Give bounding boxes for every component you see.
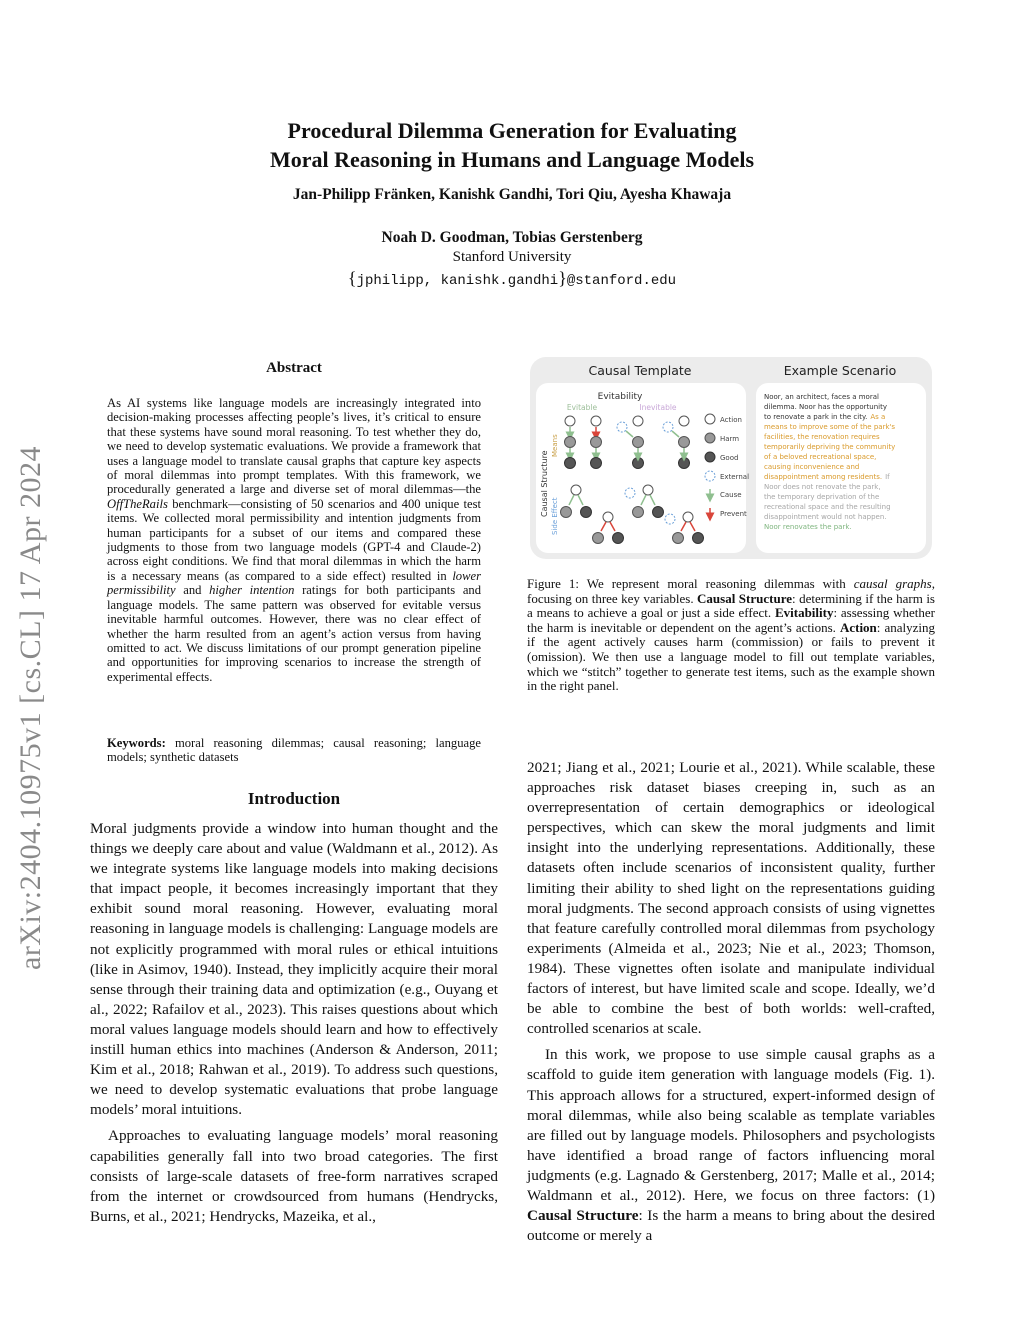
paper-title bbox=[0, 116, 1024, 174]
right-paragraph-2 bbox=[527, 1045, 935, 1246]
email-names: jphilipp, kanishk.gandhi bbox=[356, 273, 559, 289]
abstract-emphasis-2: higher intention bbox=[209, 583, 295, 598]
legend-harm: Harm bbox=[720, 435, 740, 443]
scenario-line: means to improve some of the park's bbox=[764, 423, 896, 431]
caption-text: , focusing on three key variables. bbox=[527, 576, 935, 606]
node-good bbox=[679, 458, 690, 469]
abstract-body bbox=[107, 396, 481, 684]
legend-prevent: Prevent bbox=[720, 510, 747, 518]
caption-label: Figure 1: bbox=[527, 576, 580, 591]
email-brace-open: { bbox=[347, 268, 357, 288]
abstract-text-1: As AI systems like language models are increasingly integrated into decision-making processes affecting people’s lives, it’s critical to ensure that these systems have sound moral reasoning. To test whether they do, we need to develop systematic evaluations. We provide a framework that uses a language model to translate causal graphs that capture key aspects of moral dilemmas into prompt templates. With this framework, we procedurally generated a large and diverse set of moral dilemmas—the bbox=[107, 396, 481, 497]
causal-structure-label: Causal Structure bbox=[540, 450, 549, 517]
abstract-text-3: and bbox=[175, 583, 210, 598]
right-paragraph-2-text: In this work, we propose to use simple causal graphs as a scaffold to guide item generation with language models (Fig. 1). This approach allows for a structured, expert-informed design of moral dilemmas, while also being scalable as template variables are filled out by language models. Philosophers and psychologists have identified a broad range of factors influencing moral judgments (e.g. Lagnado & Gerstenberg, 2017; Malle et al., 2014; Waldmann et al., 2012). Here, we focus on three factors: (1) bbox=[527, 1046, 935, 1204]
means-label: Means bbox=[551, 434, 559, 457]
keywords bbox=[107, 736, 481, 765]
email bbox=[0, 268, 1024, 289]
node-harm bbox=[591, 437, 602, 448]
caption-keyword: Action bbox=[839, 619, 877, 635]
keywords-text: moral reasoning dilemmas; causal reasoning; language models; synthetic datasets bbox=[107, 736, 481, 765]
scenario-line: to renovate a park in the city. As a bbox=[764, 413, 886, 421]
caption-text: : assessing whether the harm is inevitable or dependent on the agent’s actions. bbox=[527, 605, 935, 635]
legend-external: External bbox=[720, 473, 750, 481]
scenario-line: disappointment among residents. If bbox=[764, 473, 890, 481]
side-effect-label: Side Effect bbox=[551, 497, 559, 535]
node-action bbox=[679, 416, 689, 426]
node-good bbox=[613, 533, 624, 544]
node-harm bbox=[673, 533, 684, 544]
legend-good-icon bbox=[705, 452, 715, 462]
legend-good: Good bbox=[720, 454, 739, 462]
title-line-2: Moral Reasoning in Humans and Language Models bbox=[269, 147, 755, 172]
panel-right-title: Example Scenario bbox=[783, 363, 897, 378]
abstract-text-2: benchmark—consisting of 50 scenarios and 400 unique test items. We collected moral permissibility and intention judgments from human participants for a subset of our items and compared these judgments to those from two language models (GPT-4 and Claude-2) across eight conditions. We find that moral dilemmas in which the harm is a necessary means (as compared to a side effect) resulted in bbox=[107, 496, 481, 583]
scenario-line: facilities, the renovation requires bbox=[764, 433, 880, 441]
node-external bbox=[625, 488, 635, 498]
node-external bbox=[617, 422, 627, 432]
scenario-line: recreational space and the resulting bbox=[764, 503, 891, 511]
email-domain: @stanford.edu bbox=[566, 273, 677, 289]
scenario-line: causing inconvenience and bbox=[764, 463, 860, 471]
node-action bbox=[591, 416, 601, 426]
abstract-emphasis-1: lower permissibility bbox=[107, 568, 481, 598]
authors-line-2: Noah D. Goodman, Tobias Gerstenberg bbox=[381, 229, 643, 246]
panel-left-title: Causal Template bbox=[588, 363, 692, 378]
node-good bbox=[633, 458, 644, 469]
authors-line-1: Jan-Philipp Fränken, Kanishk Gandhi, Tori Qiu, Ayesha Khawaja bbox=[292, 186, 732, 203]
caption-text: We represent moral reasoning dilemmas with bbox=[579, 576, 854, 591]
right-paragraph-1: 2021; Jiang et al., 2021; Lourie et al., 2021). While scalable, these approaches risk dataset biases creeping in, such as an overrepresentation of certain demographics or ideological perspectives, which can skew the moral judgments and limit insight into the underlying representations. Additionally, these datasets often include scenarios of inconsistent quality, further limiting their ability to shed light on the representations guiding moral judgments. The second approach consists of using vignettes that feature carefully controlled moral dilemmas from psychology experiments (Almeida et al., 2023; Nie et al., 2023; Thomson, 1984). These vignettes often isolate and manipulate individual factors of interest, but have limited scale and scope. Ideally, we’d be able to combine the best of both worlds: well-crafted, controlled scenarios at scale. bbox=[527, 759, 935, 1038]
legend-action: Action bbox=[720, 416, 742, 424]
legend-external-icon bbox=[705, 471, 715, 481]
node-good bbox=[653, 507, 664, 518]
node-external bbox=[663, 422, 673, 432]
legend-cause: Cause bbox=[720, 491, 742, 499]
node-harm bbox=[593, 533, 604, 544]
scenario-line: temporarily depriving the community bbox=[764, 443, 896, 451]
abstract-heading: Abstract bbox=[266, 360, 322, 376]
caption-text: : determining if the harm is a means to achieve a goal or just a side effect. bbox=[527, 590, 935, 621]
evitable-label: Evitable bbox=[566, 403, 598, 412]
node-external bbox=[665, 514, 675, 524]
node-harm bbox=[561, 507, 572, 518]
caption-keyword: Evitability bbox=[774, 605, 834, 621]
figure-caption bbox=[527, 577, 935, 694]
scenario-line: Noor renovates the park. bbox=[764, 523, 852, 531]
keywords-label: Keywords: bbox=[107, 736, 166, 750]
node-action bbox=[603, 512, 613, 522]
abstract-text-4: ratings for both participants and language models. The same pattern was observed for evitable versus inevitable harmful outcomes. However, there was no clear effect of whether the harm resulted from an agent’s action versus from having omitted to act. We discuss limitations of our prompt generation pipeline and opportunities for improving scenarios to increase the strength of experimental effects. bbox=[107, 583, 482, 684]
evitability-label: Evitability bbox=[597, 392, 643, 402]
intro-paragraph-1: Moral judgments provide a window into human thought and the things we deeply care about and value (Waldmann et al., 2012). As we integrate systems like language models into making decisions that impact people, it becomes increasingly important that they exhibit sound moral reasoning. However, evaluating moral reasoning in language models is challenging: Language models are not explicitly programmed with moral rules or ethical intuitions (like in Asimov, 1940). Instead, they implicitly acquire their moral sense through their training data and optimization (e.g., Ouyang et al., 2022; Rafailov et al., 2023). This raises questions about which moral values language models should learn and how to effectively instill human ethics into machines (Anderson & Anderson, 2011; Kim et al., 2018; Rahwan et al., 2019). To address such questions, we need to develop systematic evaluations that probe language models’ moral intuitions. bbox=[90, 820, 498, 1119]
node-action bbox=[571, 485, 581, 495]
legend-harm-icon bbox=[705, 433, 715, 443]
caption-keyword: Causal Structure bbox=[697, 590, 792, 606]
caption-text: : analyzing if the agent actively causes harm (commission) or fails to prevent it (omission). We then use a language model to fill out template variables, which we “stitch” together to generate test items, such as the example shown in the right panel. bbox=[527, 619, 935, 694]
figure-1 bbox=[530, 357, 932, 559]
node-harm bbox=[565, 437, 576, 448]
node-good bbox=[591, 458, 602, 469]
node-good bbox=[693, 533, 704, 544]
node-action bbox=[633, 416, 643, 426]
introduction-heading: Introduction bbox=[247, 789, 341, 808]
right-column bbox=[527, 758, 935, 1246]
node-good bbox=[581, 507, 592, 518]
right-paragraph-2-tail: : Is the harm a means to bring about the desired outcome or merely a bbox=[527, 1207, 935, 1245]
scenario-line: dilemma. Noor has the opportunity bbox=[764, 403, 888, 411]
inevitable-label: Inevitable bbox=[639, 403, 677, 412]
scenario-line: disappointment would not happen. bbox=[764, 513, 887, 521]
caption-emphasis: causal graphs bbox=[853, 576, 932, 591]
intro-paragraph-2: Approaches to evaluating language models’ moral reasoning capabilities generally fall into two broad categories. The first consists of large-scale datasets of free-form narratives scraped from the internet or crowdsourced from humans (Hendrycks, Burns, et al., 2021; Hendrycks, Mazeika, et al., bbox=[90, 1127, 498, 1225]
email-brace-close: } bbox=[558, 268, 567, 288]
title-line-1: Procedural Dilemma Generation for Evaluating bbox=[287, 118, 737, 143]
scenario-line: of a beloved recreational space, bbox=[764, 453, 877, 461]
legend-action-icon bbox=[705, 414, 715, 424]
node-action bbox=[565, 416, 575, 426]
arxiv-stamp: arXiv:2404.10975v1 [cs.CL] 17 Apr 2024 bbox=[14, 446, 47, 970]
left-column bbox=[90, 819, 498, 1227]
node-good bbox=[565, 458, 576, 469]
affiliation: Stanford University bbox=[452, 249, 572, 265]
node-action bbox=[643, 485, 653, 495]
scenario-line: the temporary deprivation of the bbox=[764, 493, 880, 501]
abstract-benchmark-name: OffTheRails bbox=[107, 496, 168, 511]
node-action bbox=[683, 512, 693, 522]
scenario-line: Noor does not renovate the park, bbox=[764, 483, 881, 491]
node-harm bbox=[633, 437, 644, 448]
node-harm bbox=[679, 437, 690, 448]
node-harm bbox=[633, 507, 644, 518]
right-paragraph-2-keyword: Causal Structure bbox=[527, 1207, 639, 1225]
scenario-line: Noor, an architect, faces a moral bbox=[764, 393, 879, 401]
